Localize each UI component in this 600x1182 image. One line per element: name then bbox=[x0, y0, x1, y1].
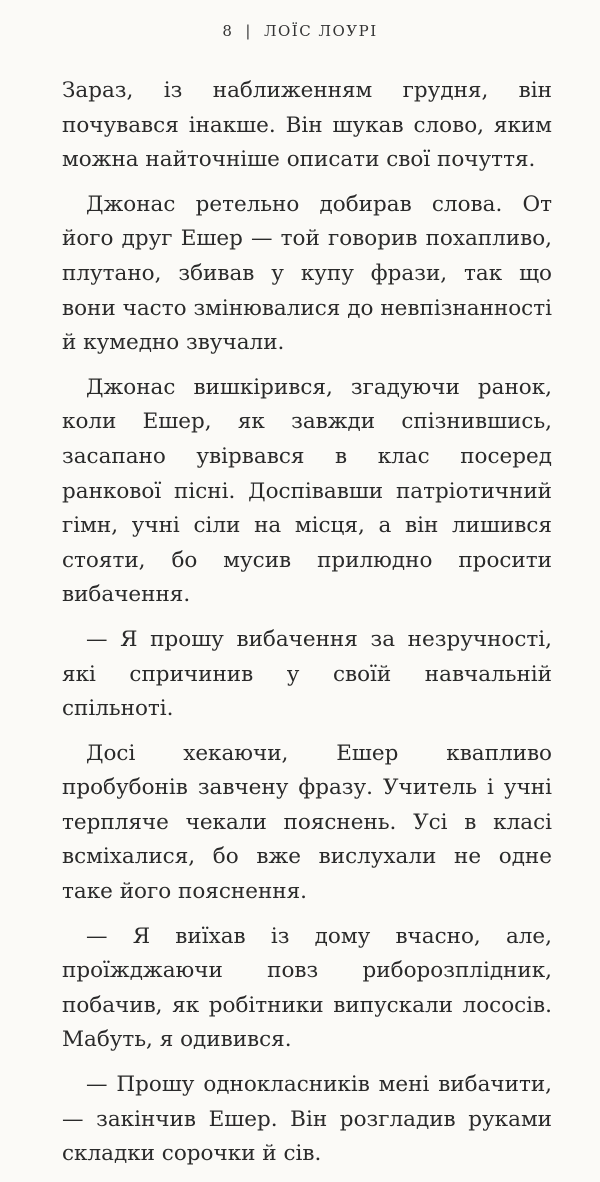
paragraph-6-dialogue: — Я виїхав із дому вчасно, але, проїжджаючи повз риборозплідник, побачив, як робітники випускали лососів. Мабуть, я одивився. bbox=[62, 923, 552, 1053]
author-name: ЛОЇС ЛОУРІ bbox=[263, 22, 378, 40]
paragraph-2: Джонас ретельно добирав слова. От його друг Ешер — той говорив похапливо, плутано, збивав у купу фрази, так що вони часто змінювалися до невпізнанності й кумедно звучали. bbox=[62, 191, 552, 356]
body-text bbox=[62, 74, 552, 1182]
header-separator: | bbox=[245, 22, 252, 40]
paragraph-5: Досі хекаючи, Ешер квапливо пробубонів завчену фразу. Учитель і учні терпляче чекали пояснень. Усі в класі всміхалися, бо вже вислухали не одне таке його пояснення. bbox=[62, 740, 552, 905]
page-number: 8 bbox=[222, 22, 234, 40]
paragraph-7-dialogue: — Прошу однокласників мені вибачити, — закінчив Ешер. Він розгладив руками складки сорочки й сів. bbox=[62, 1072, 552, 1167]
paragraph-4-dialogue: — Я прошу вибачення за незручності, які спричинив у своїй навчальній спільноті. bbox=[62, 626, 552, 722]
paragraph-1: Зараз, із наближенням грудня, він почувався інакше. Він шукав слово, яким можна найточніше описати свої почуття. bbox=[62, 78, 552, 173]
paragraph-3: Джонас вишкірився, згадуючи ранок, коли Ешер, як завжди спізнившись, засапано увірвався в клас посеред ранкової пісні. Доспівавши патріотичний гімн, учні сіли на місця, а він лишився стояти, бо мусив прилюдно просити вибачення. bbox=[62, 374, 552, 608]
running-head bbox=[0, 22, 600, 40]
